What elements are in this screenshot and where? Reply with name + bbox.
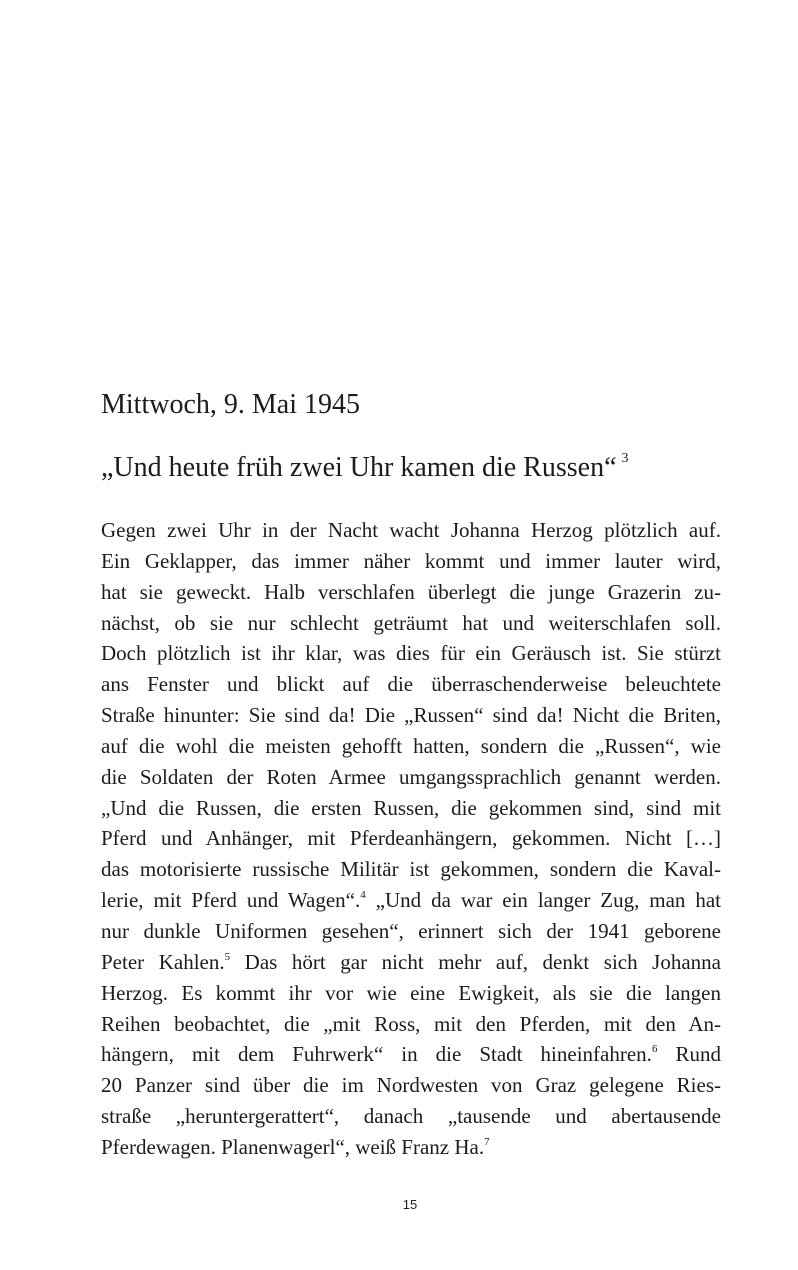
text-segment: hängern, mit dem Fuhrwerk“ in die Stadt hineinfahren. [101, 1042, 652, 1067]
footnote-ref: 3 [621, 451, 629, 466]
text-segment: Pferdewagen. Planenwagerl“, weiß Franz Ha. [101, 1134, 485, 1159]
chapter-title [101, 448, 721, 488]
text-line: nur dunkle Uniformen gesehen“, erinnert sich der 1941 geborene [101, 918, 721, 943]
text-line: „Und die Russen, die ersten Russen, die gekommen sind, sind mit [101, 795, 721, 820]
text-segment: „Und da war ein langer Zug, man hat [365, 888, 721, 913]
text-segment: Rund [657, 1042, 721, 1067]
text-line: hat sie geweckt. Halb verschlafen überlegt die junge Grazerin zu- [101, 579, 721, 604]
text-line: Gegen zwei Uhr in der Nacht wacht Johanna Herzog plötzlich auf. [101, 518, 721, 542]
text-line: die Soldaten der Roten Armee umgangssprachlich genannt werden. [101, 764, 721, 789]
text-line: nächst, ob sie nur schlecht geträumt hat und weiterschlafen soll. [101, 610, 721, 635]
text-line [101, 947, 721, 978]
text-line [101, 1132, 721, 1163]
text-line: ans Fenster und blickt auf die überraschenderweise beleuchtete [101, 672, 721, 697]
text-line: Pferd und Anhänger, mit Pferdeanhängern, gekommen. Nicht […] [101, 826, 721, 851]
text-line: Herzog. Es kommt ihr vor wie eine Ewigkeit, als sie die langen [101, 980, 721, 1005]
text-line [101, 885, 721, 916]
text-segment: Das hört gar nicht mehr auf, denkt sich Johanna [230, 949, 721, 974]
text-line: Reihen beobachtet, die „mit Ross, mit den Pferden, mit den An- [101, 1011, 721, 1036]
footnote-ref: 4 [360, 889, 366, 902]
text-segment: lerie, mit Pferd und Wagen“. [101, 888, 361, 913]
text-segment: Peter Kahlen. [101, 949, 225, 974]
text-line: 20 Panzer sind über die im Nordwesten von Graz gelegene Ries- [101, 1073, 721, 1098]
text-line: auf die wohl die meisten gehofft hatten, sondern die „Russen“, wie [101, 733, 721, 758]
footnote-ref: 7 [484, 1135, 490, 1148]
text-line: Straße hinunter: Sie sind da! Die „Russen“ sind da! Nicht die Briten, [101, 703, 721, 728]
text-line: straße „heruntergerattert“, danach „tausende und abertausende [101, 1104, 721, 1129]
page-number: 15 [402, 1197, 418, 1212]
text-line [101, 1039, 721, 1070]
chapter-title-text: „Und heute früh zwei Uhr kamen die Russen“ [101, 452, 617, 483]
chapter-date: Mittwoch, 9. Mai 1945 [101, 389, 360, 420]
footnote-ref: 6 [651, 1043, 658, 1056]
footnote-ref: 5 [224, 950, 231, 963]
text-line: Doch plötzlich ist ihr klar, was dies für ein Geräusch ist. Sie stürzt [101, 641, 721, 666]
text-line: das motorisierte russische Militär ist gekommen, sondern die Kaval- [101, 857, 721, 882]
text-line: Ein Geklapper, das immer näher kommt und immer lauter wird, [101, 548, 721, 573]
body-paragraph [101, 515, 721, 1163]
